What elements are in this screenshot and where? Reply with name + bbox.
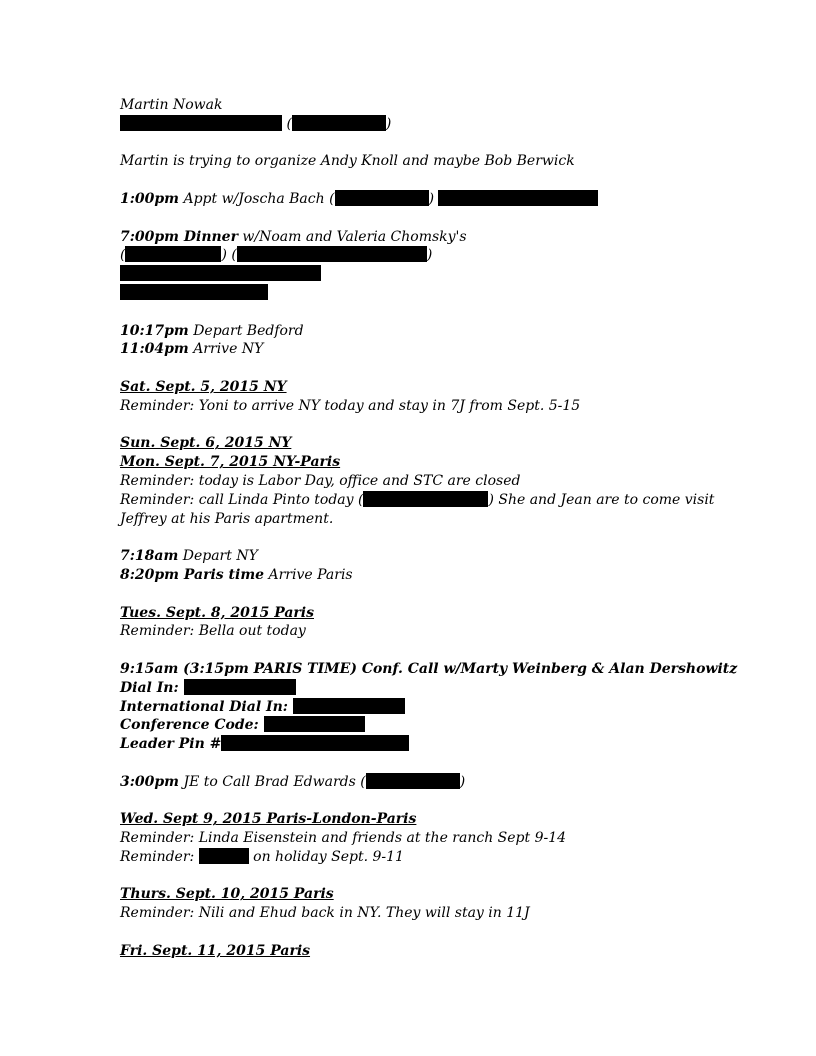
mon-reminder-2b: ) She and Jean are to come visit xyxy=(488,491,715,508)
intl-dial-in-line xyxy=(120,698,740,717)
mon-reminder-2c: Jeffrey at his Paris apartment. xyxy=(120,510,334,527)
redaction-block xyxy=(293,698,405,714)
redaction-block xyxy=(199,848,249,864)
day-heading-sat: Sat. Sept. 5, 2015 NY xyxy=(120,378,287,395)
paren-open: ( xyxy=(286,115,292,132)
dinner-text: w/Noam and Valeria Chomsky's xyxy=(237,228,467,245)
dinner-address-line-2 xyxy=(120,284,740,303)
appt-close: ) xyxy=(428,190,435,207)
depart-ny-time: 7:18am xyxy=(120,548,179,565)
thu-reminder: Reminder: Nili and Ehud back in NY. They will stay in 11J xyxy=(120,905,530,922)
appt-text: Appt w/Joscha Bach ( xyxy=(183,190,335,207)
arrive-text: Arrive NY xyxy=(188,341,264,358)
dial-in-line xyxy=(120,679,740,698)
redaction-block xyxy=(264,716,365,732)
redaction-block xyxy=(120,265,321,281)
redaction-block xyxy=(125,246,221,262)
day-heading-sun: Sun. Sept. 6, 2015 NY xyxy=(120,435,292,452)
mon-reminder-1: Reminder: today is Labor Day, office and STC are closed xyxy=(120,472,521,489)
mon-reminder-2 xyxy=(120,491,740,510)
dinner-phones-line xyxy=(120,246,740,265)
redaction-block xyxy=(120,284,268,300)
arrive-ny-line xyxy=(120,340,740,359)
day-heading-tue: Tues. Sept. 8, 2015 Paris xyxy=(120,604,314,621)
depart-text: Depart Bedford xyxy=(188,322,304,339)
arrive-paris-line xyxy=(120,566,740,585)
wed-reminder-2b: on holiday Sept. 9-11 xyxy=(248,848,404,865)
day-heading-wed: Wed. Sept 9, 2015 Paris-London-Paris xyxy=(120,811,417,828)
dinner-time: 7:00pm Dinner xyxy=(120,228,238,245)
contact-phone-line xyxy=(120,115,740,134)
day-heading-fri: Fri. Sept. 11, 2015 Paris xyxy=(120,942,311,959)
redaction-block xyxy=(237,246,427,262)
redaction-block xyxy=(438,190,598,206)
wed-reminder-1: Reminder: Linda Eisenstein and friends at the ranch Sept 9-14 xyxy=(120,830,567,847)
redaction-block xyxy=(335,190,429,206)
redaction-block xyxy=(292,115,386,131)
organize-note: Martin is trying to organize Andy Knoll and maybe Bob Berwick xyxy=(120,153,575,170)
appt-bach-line xyxy=(120,190,740,209)
redaction-block xyxy=(184,679,296,695)
dinner-line xyxy=(120,228,740,247)
mon-reminder-2a: Reminder: call Linda Pinto today ( xyxy=(120,491,364,508)
paren-close: ) xyxy=(385,115,392,132)
contact-name: Martin Nowak xyxy=(120,97,223,113)
appt-time: 1:00pm xyxy=(120,190,179,207)
arrive-time: 11:04pm xyxy=(120,341,189,358)
conf-code-line xyxy=(120,716,740,735)
depart-bedford-line xyxy=(120,322,740,341)
dinner-close: ) xyxy=(426,247,433,264)
document-page xyxy=(120,96,740,961)
redaction-block xyxy=(221,735,409,751)
day-heading-thu: Thurs. Sept. 10, 2015 Paris xyxy=(120,886,334,903)
leader-pin-label: Leader Pin # xyxy=(120,736,222,753)
wed-reminder-2a: Reminder: xyxy=(120,848,199,865)
wed-reminder-2 xyxy=(120,848,740,867)
dinner-mid: ) ( xyxy=(221,247,237,264)
arrive-paris-text: Arrive Paris xyxy=(264,566,353,583)
dinner-open: ( xyxy=(120,247,126,264)
brad-call-line xyxy=(120,773,740,792)
conf-code-label: Conference Code: xyxy=(120,717,259,734)
brad-text: JE to Call Brad Edwards ( xyxy=(179,773,366,790)
brad-time: 3:00pm xyxy=(120,773,179,790)
depart-ny-line xyxy=(120,547,740,566)
brad-close: ) xyxy=(459,773,466,790)
redaction-block xyxy=(363,491,488,507)
day-heading-mon: Mon. Sept. 7, 2015 NY-Paris xyxy=(120,454,341,471)
intl-dial-in-label: International Dial In: xyxy=(120,698,288,715)
depart-ny-text: Depart NY xyxy=(178,548,258,565)
dial-in-label: Dial In: xyxy=(120,679,179,696)
sat-reminder: Reminder: Yoni to arrive NY today and stay in 7J from Sept. 5-15 xyxy=(120,397,581,414)
dinner-address-line-1 xyxy=(120,265,740,284)
redaction-block xyxy=(120,115,282,131)
depart-time: 10:17pm xyxy=(120,322,189,339)
arrive-paris-time: 8:20pm Paris time xyxy=(120,566,265,583)
tue-reminder: Reminder: Bella out today xyxy=(120,623,306,640)
leader-pin-line xyxy=(120,735,740,754)
redaction-block xyxy=(366,773,460,789)
conf-call-title: 9:15am (3:15pm PARIS TIME) Conf. Call w/Marty Weinberg & Alan Dershowitz xyxy=(120,660,738,677)
